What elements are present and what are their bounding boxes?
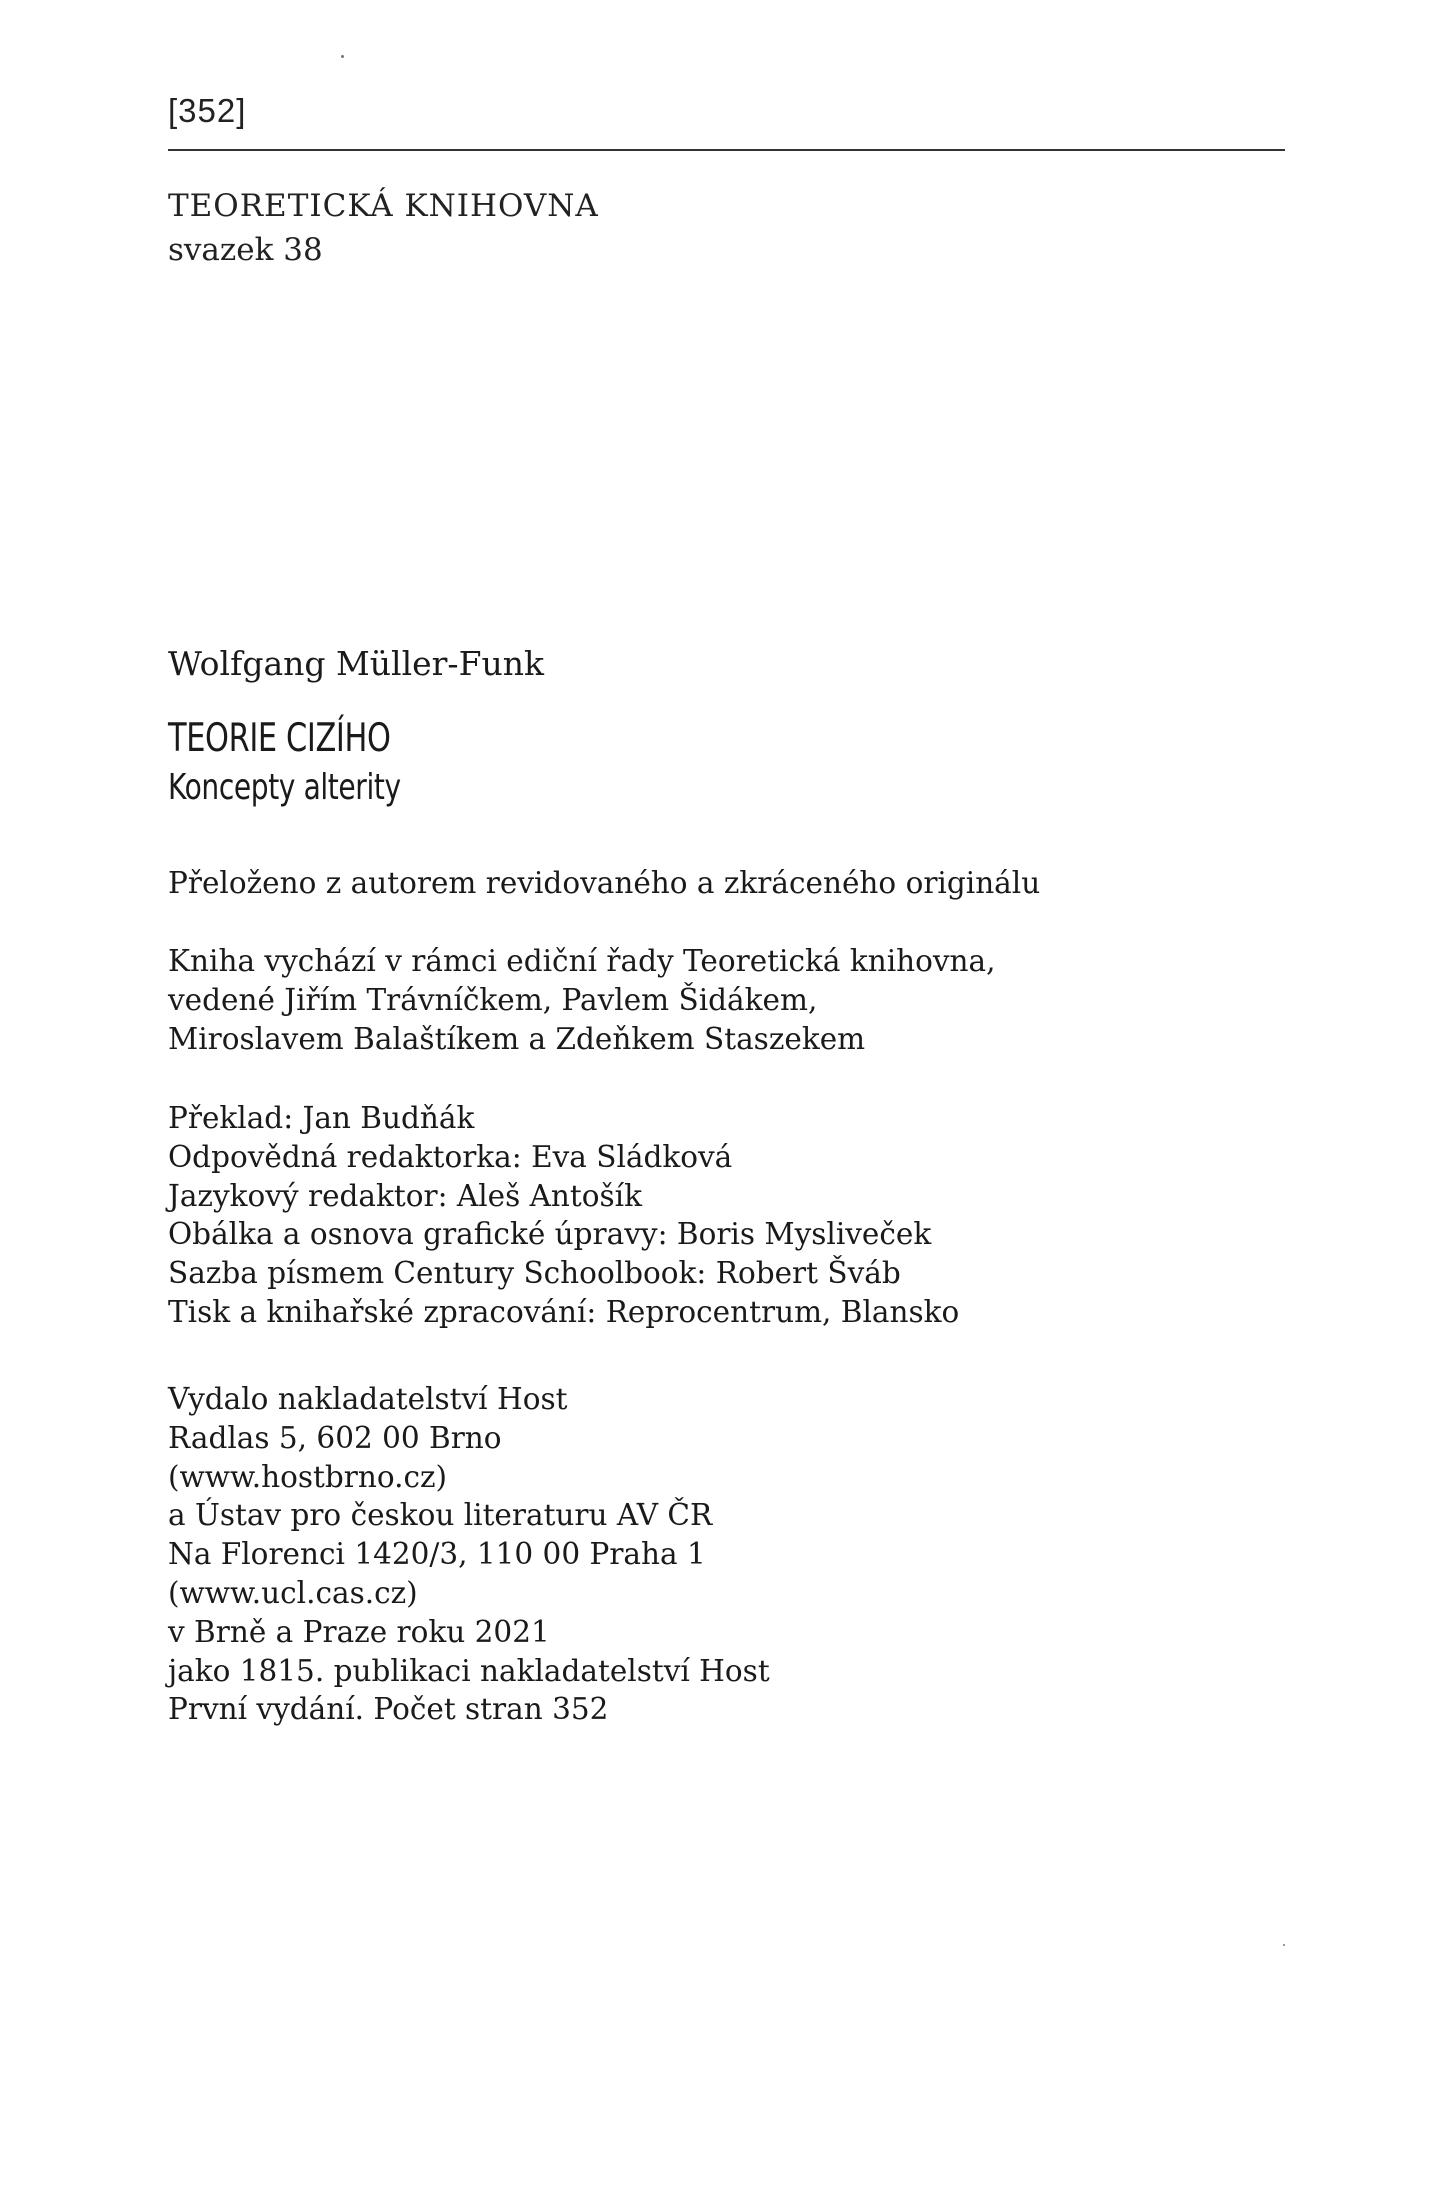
edition-note-line: Miroslavem Balaštíkem a Zdeňkem Staszekem [168,1021,866,1056]
translation-note [168,864,1040,903]
credits-list [168,1099,959,1332]
book-subtitle: Koncepty alterity [168,767,401,808]
series-title: TEORETICKÁ KNIHOVNA [168,188,599,224]
publisher-line: jako 1815. publikaci nakladatelství Host [168,1653,770,1688]
credit-editor: Odpovědná redaktorka: Eva Sládková [168,1139,733,1174]
paper-speck [341,55,344,58]
publisher-line: První vydání. Počet stran 352 [168,1692,609,1727]
publisher-line: (www.hostbrno.cz) [168,1459,448,1494]
paper-speck [1283,1944,1285,1946]
page-number: [352] [168,92,247,129]
credit-printing: Tisk a knihařské zpracování: Reprocentrum, Blansko [168,1294,960,1329]
publisher-line: a Ústav pro českou literaturu AV ČR [168,1498,713,1533]
publisher-line: (www.ucl.cas.cz) [168,1575,418,1610]
credit-cover-design: Obálka a osnova grafické úpravy: Boris Myslivеček [168,1217,932,1252]
publisher-line: v Brně a Praze roku 2021 [168,1614,550,1649]
header-rule [168,149,1285,151]
publisher-line: Vydalo nakladatelství Host [168,1382,568,1416]
book-author: Wolfgang Müller-Funk [168,644,544,683]
edition-note-line: vedené Jiřím Trávníčkem, Pavlem Šidákem, [168,982,818,1017]
credit-language-editor: Jazykový redaktor: Aleš Antošík [168,1178,642,1213]
series-volume: svazek 38 [168,232,323,268]
publisher-line: Na Florenci 1420/3, 110 00 Praha 1 [168,1537,706,1572]
edition-note [168,942,996,1058]
edition-note-line: Kniha vychází v rámci ediční řady Teoretická knihovna, [168,944,996,978]
publisher-line: Radlas 5, 602 00 Brno [168,1420,502,1455]
credit-translation: Překlad: Jan Budňák [168,1101,475,1135]
translation-note-line: Přeloženo z autorem revidovaného a zkráceného originálu [168,866,1041,900]
book-title: TEORIE CIZÍHO [168,716,391,761]
credit-typesetting: Sazba písmem Century Schoolbook: Robert Šváb [168,1256,901,1291]
publisher-info [168,1380,770,1729]
title-block [168,640,544,810]
series-block [168,184,599,272]
